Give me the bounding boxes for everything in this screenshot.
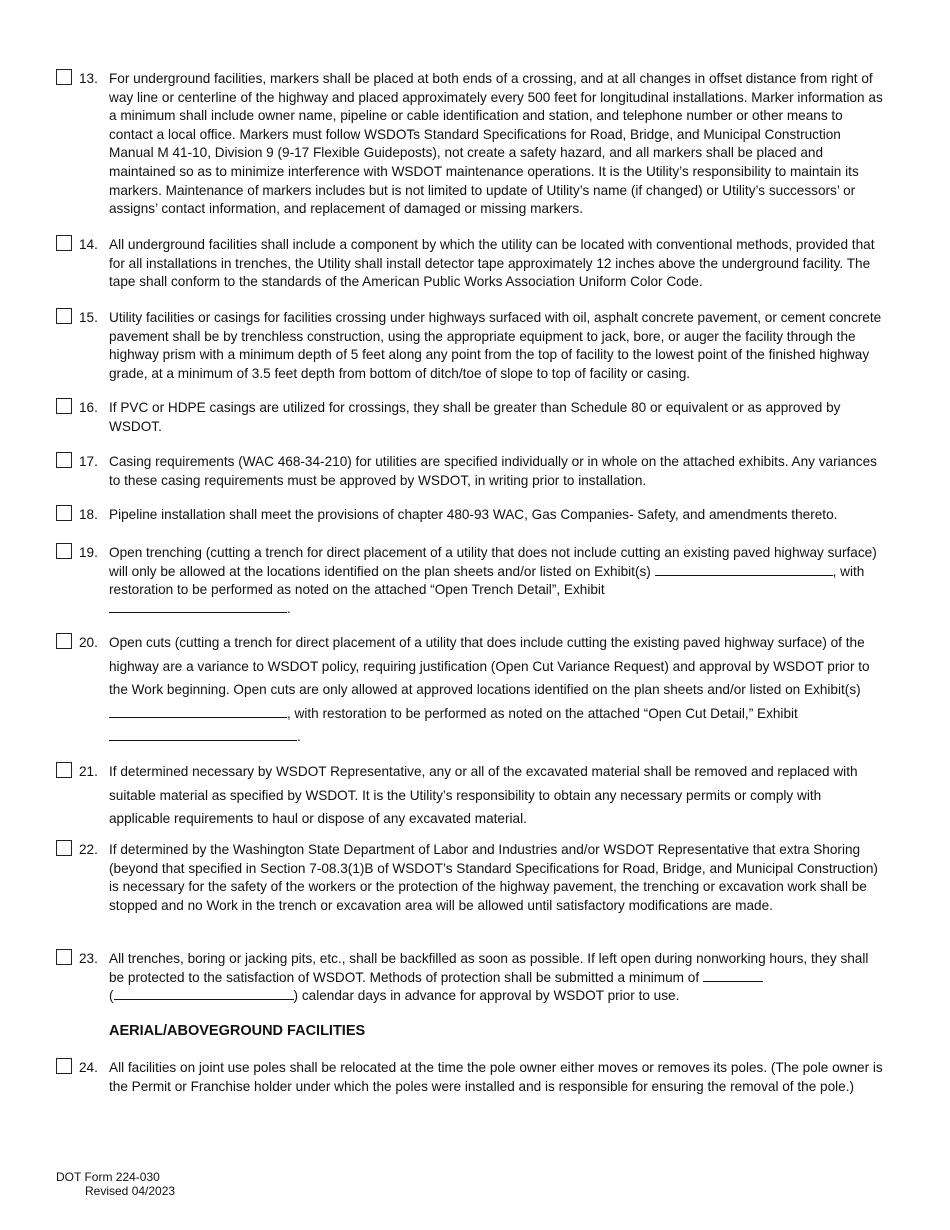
item-22-checkbox[interactable] xyxy=(56,840,72,856)
item-text-part: , with restoration to be performed as noted on the attached “Open Cut Detail,” Exhibit xyxy=(287,705,798,721)
item-text-part: All trenches, boring or jacking pits, etc., shall be backfilled as soon as possible. If left open during nonworking hours, they shall be protected to the satisfaction of WSDOT. Methods of protection shall be submitted a minimum of xyxy=(109,951,869,985)
exhibit-blank[interactable] xyxy=(109,728,297,741)
item-text: Casing requirements (WAC 468-34-210) for utilities are specified individually or in whole on the attached exhibits. Any variances to these casing requirements must be approved by WSDOT, in writing prior to installation. xyxy=(109,454,877,488)
item-number: 13. xyxy=(79,71,98,86)
item-text: For underground facilities, markers shall be placed at both ends of a crossing, and at all changes in offset distance from right of way line or centerline of the highway and placed approximately every 500 feet for longitudinal installations. Marker information as a minimum shall include owner name, pipeline or cable identification and station, and telephone number or other means to contact a local office. Markers must follow WSDOTs Standard Specifications for Road, Bridge, and Municipal Construction Manual M 41-10, Division 9 (9-17 Flexible Guideposts), not create a safety hazard, and all markers shall be placed and maintained so as to minimize interference with WSDOT maintenance operations. It is the Utility’s responsibility to maintain its markers. Maintenance of markers includes but is not limited to update of Utility’s name (if changed) or Utility’s successors’ or assigns’ contact information, and replacement of damaged or missing markers. xyxy=(109,71,883,217)
revision-date: Revised 04/2023 xyxy=(85,1184,176,1198)
item-text-part: . xyxy=(287,600,291,616)
item-text: Utility facilities or casings for facilities crossing under highways surfaced with oil, asphalt concrete pavement, or cement concrete pavement shall be by trenchless construction, using the appropriate equipment to jack, bore, or auger the facility through the highway prism with a minimum depth of 5 feet along any point from the top of facility to the lowest point of the finished highway grade, at a minimum of 3.5 feet depth from bottom of ditch/toe of slope to top of facility or casing. xyxy=(109,310,882,381)
item-21-checkbox[interactable] xyxy=(56,762,72,778)
form-footer xyxy=(56,1170,175,1198)
form-number: DOT Form 224-030 xyxy=(56,1170,160,1184)
item-number: 18. xyxy=(79,507,98,522)
item-text-part: ( xyxy=(109,988,114,1004)
item-number: 21. xyxy=(79,764,98,779)
section-heading: AERIAL/ABOVEGROUND FACILITIES xyxy=(109,1023,366,1039)
item-text: If PVC or HDPE casings are utilized for crossings, they shall be greater than Schedule 80 or equivalent or as approved by WSDOT. xyxy=(109,400,841,434)
days-number-blank[interactable] xyxy=(703,969,763,982)
days-words-blank[interactable] xyxy=(114,987,294,1000)
item-number: 24. xyxy=(79,1060,98,1075)
item-text: All underground facilities shall include a component by which the utility can be located with conventional methods, provided that for all installations in trenches, the Utility shall install detector tape approximately 12 inches above the underground facility. The tape shall conform to the standards of the American Public Works Association Uniform Color Code. xyxy=(109,237,875,290)
item-text xyxy=(109,544,886,618)
item-13-checkbox[interactable] xyxy=(56,69,72,85)
item-number: 14. xyxy=(79,237,98,252)
exhibit-blank[interactable] xyxy=(655,563,833,576)
item-text: All facilities on joint use poles shall be relocated at the time the pole owner either moves or removes its poles. (The pole owner is the Permit or Franchise holder under which the poles were installed and is responsible for ensuring the removal of the pole.) xyxy=(109,1060,883,1094)
exhibit-blank[interactable] xyxy=(109,600,287,613)
item-text-part: , with restoration to be performed as noted on the attached “Open Trench Detail”, Exhibit xyxy=(109,563,865,598)
item-20-checkbox[interactable] xyxy=(56,633,72,649)
item-text-part: Open trenching (cutting a trench for direct placement of a utility that does not include cutting an existing paved highway surface) will only be allowed at the locations identified on the plan sheets and/or listed on Exhibit(s) xyxy=(109,545,877,579)
item-text: If determined necessary by WSDOT Representative, any or all of the excavated material shall be removed and replaced with suitable material as specified by WSDOT. It is the Utility’s responsibility to obtain any necessary permits or comply with applicable requirements to haul or dispose of any excavated material. xyxy=(109,764,858,827)
item-text xyxy=(109,631,886,749)
item-15-checkbox[interactable] xyxy=(56,308,72,324)
item-text-part: ) calendar days in advance for approval by WSDOT prior to use. xyxy=(293,988,680,1004)
item-text-part: . xyxy=(297,729,301,745)
item-number: 23. xyxy=(79,951,98,966)
item-text xyxy=(109,950,886,1006)
item-23-checkbox[interactable] xyxy=(56,949,72,965)
item-text: If determined by the Washington State Department of Labor and Industries and/or WSDOT Representative that extra Shoring (beyond that specified in Section 7-08.3(1)B of WSDOT’s Standard Specifications for Road, Bridge, and Municipal Construction) is necessary for the safety of the workers or the protection of the highway pavement, the trenching or excavation work shall be stopped and no Work in the trench or excavation area will be allowed until satisfactory modifications are made. xyxy=(109,842,878,913)
item-number: 19. xyxy=(79,545,98,560)
item-text-part: Open cuts (cutting a trench for direct placement of a utility that does include cutting the existing paved highway surface) of the highway are a variance to WSDOT policy, requiring justification (Open Cut Variance Request) and approval by WSDOT prior to the Work beginning. Open cuts are only allowed at approved locations identified on the plan sheets and/or listed on Exhibit(s) xyxy=(109,635,870,698)
item-number: 17. xyxy=(79,454,98,469)
item-number: 15. xyxy=(79,310,98,325)
item-18-checkbox[interactable] xyxy=(56,505,72,521)
exhibit-blank[interactable] xyxy=(109,705,287,718)
item-24-checkbox[interactable] xyxy=(56,1058,72,1074)
item-14-checkbox[interactable] xyxy=(56,235,72,251)
item-text: Pipeline installation shall meet the provisions of chapter 480-93 WAC, Gas Companies- Safety, and amendments thereto. xyxy=(109,507,838,522)
item-19-checkbox[interactable] xyxy=(56,543,72,559)
item-17-checkbox[interactable] xyxy=(56,452,72,468)
item-16-checkbox[interactable] xyxy=(56,398,72,414)
item-number: 20. xyxy=(79,635,98,650)
item-number: 16. xyxy=(79,400,98,415)
item-number: 22. xyxy=(79,842,98,857)
